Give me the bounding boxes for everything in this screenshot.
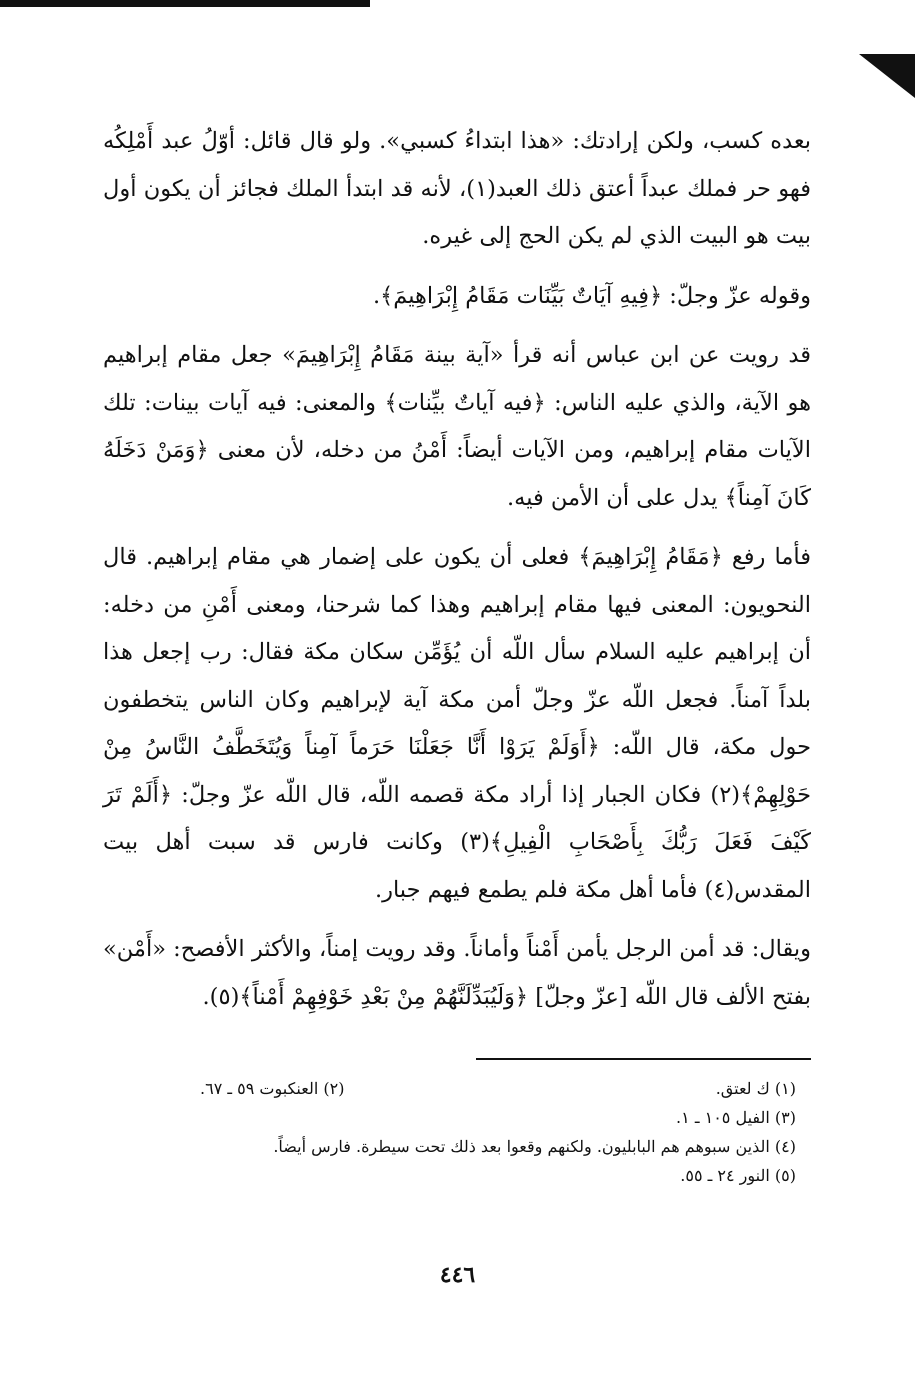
page-number: ٤٤٦ [439, 1262, 476, 1288]
footnotes [200, 1074, 796, 1190]
paragraph-5: ويقال: قد أمن الرجل يأمن أَمْناً وأماناً. وقد رويت إمناً، والأكثر الأفصح: «أَمْن» بفتح الألف قال اللّه [عزّ وجلّ] ﴿وَلَيُبَدِّلَنَّهُمْ مِنْ بَعْدِ خَوْفِهِمْ أَمْناً﴾(٥). [103, 936, 811, 1010]
corner-triangle-mark [859, 54, 915, 98]
footnote-3: (٣) الفيل ١٠٥ ـ ١. [676, 1108, 796, 1127]
footnote-1: (١) ك لعتق. [715, 1079, 796, 1098]
footnote-row-1 [200, 1074, 796, 1103]
paragraph-1: بعده كسب، ولكن إرادتك: «هذا ابتداءُ كسبي». ولو قال قائل: أوّلُ عبد أَمْلِكُه فهو حر فملك عبداً أعتق ذلك العبد(١)، لأنه قد ابتدأ الملك فجائز أن يكون أول بيت هو البيت الذي لم يكن الحج إلى غيره. [103, 128, 811, 249]
footnote-5: (٥) النور ٢٤ ـ ٥٥. [680, 1166, 796, 1185]
footnote-2: (٢) العنكبوت ٥٩ ـ ٦٧. [200, 1079, 345, 1098]
top-edge-bar [0, 0, 370, 7]
paragraph-4: فأما رفع ﴿مَقَامُ إِبْرَاهِيمَ﴾ فعلى أن يكون على إضمار هي مقام إبراهيم. قال النحويون: المعنى فيها مقام إبراهيم وهذا كما شرحنا، ومعنى أَمْنِ من دخله: أن إبراهيم عليه السلام سأل اللّه أن يُؤَمِّن سكان مكة فقال: رب إجعل هذا بلداً آمناً. فجعل اللّه عزّ وجلّ أمن مكة آية لإبراهيم وكان الناس يتخطفون حول مكة، قال اللّه: ﴿أَوَلَمْ يَرَوْا أَنَّا جَعَلْنَا حَرَماً آمِناً وَيُتَخَطَّفُ النَّاسُ مِنْ حَوْلِهِمْ﴾(٢) فكان الجبار إذا أراد مكة قصمه اللّه، قال اللّه عزّ وجلّ: ﴿أَلَمْ تَرَ كَيْفَ فَعَلَ رَبُّكَ بِأَصْحَابِ الْفِيلِ﴾(٣) وكانت فارس قد سبت أهل بيت المقدس(٤) فأما أهل مكة فلم يطمع فيهم جبار. [103, 544, 811, 903]
footnote-divider [476, 1058, 811, 1060]
paragraph-3: قد رويت عن ابن عباس أنه قرأ «آية بينة مَقَامُ إِبْرَاهِيمَ» جعل مقام إبراهيم هو الآية، والذي عليه الناس: ﴿فيه آياتٌ بيِّنات﴾ والمعنى: فيه آيات بينات: تلك الآيات مقام إبراهيم، ومن الآيات أيضاً: أَمْنُ من دخله، لأن معنى ﴿وَمَنْ دَخَلَهُ كَانَ آمِناً﴾ يدل على أن الأمن فيه. [103, 342, 811, 511]
footnote-4: (٤) الذين سبوهم هم البابليون. ولكنهم وقعوا بعد ذلك تحت سيطرة. فارس أيضاً. [273, 1137, 796, 1156]
page-body [103, 118, 811, 1033]
paragraph-2: وقوله عزّ وجلّ: ﴿فِيهِ آيَاتٌ بَيِّنَات مَقَامُ إِبْرَاهِيمَ﴾. [372, 282, 811, 309]
